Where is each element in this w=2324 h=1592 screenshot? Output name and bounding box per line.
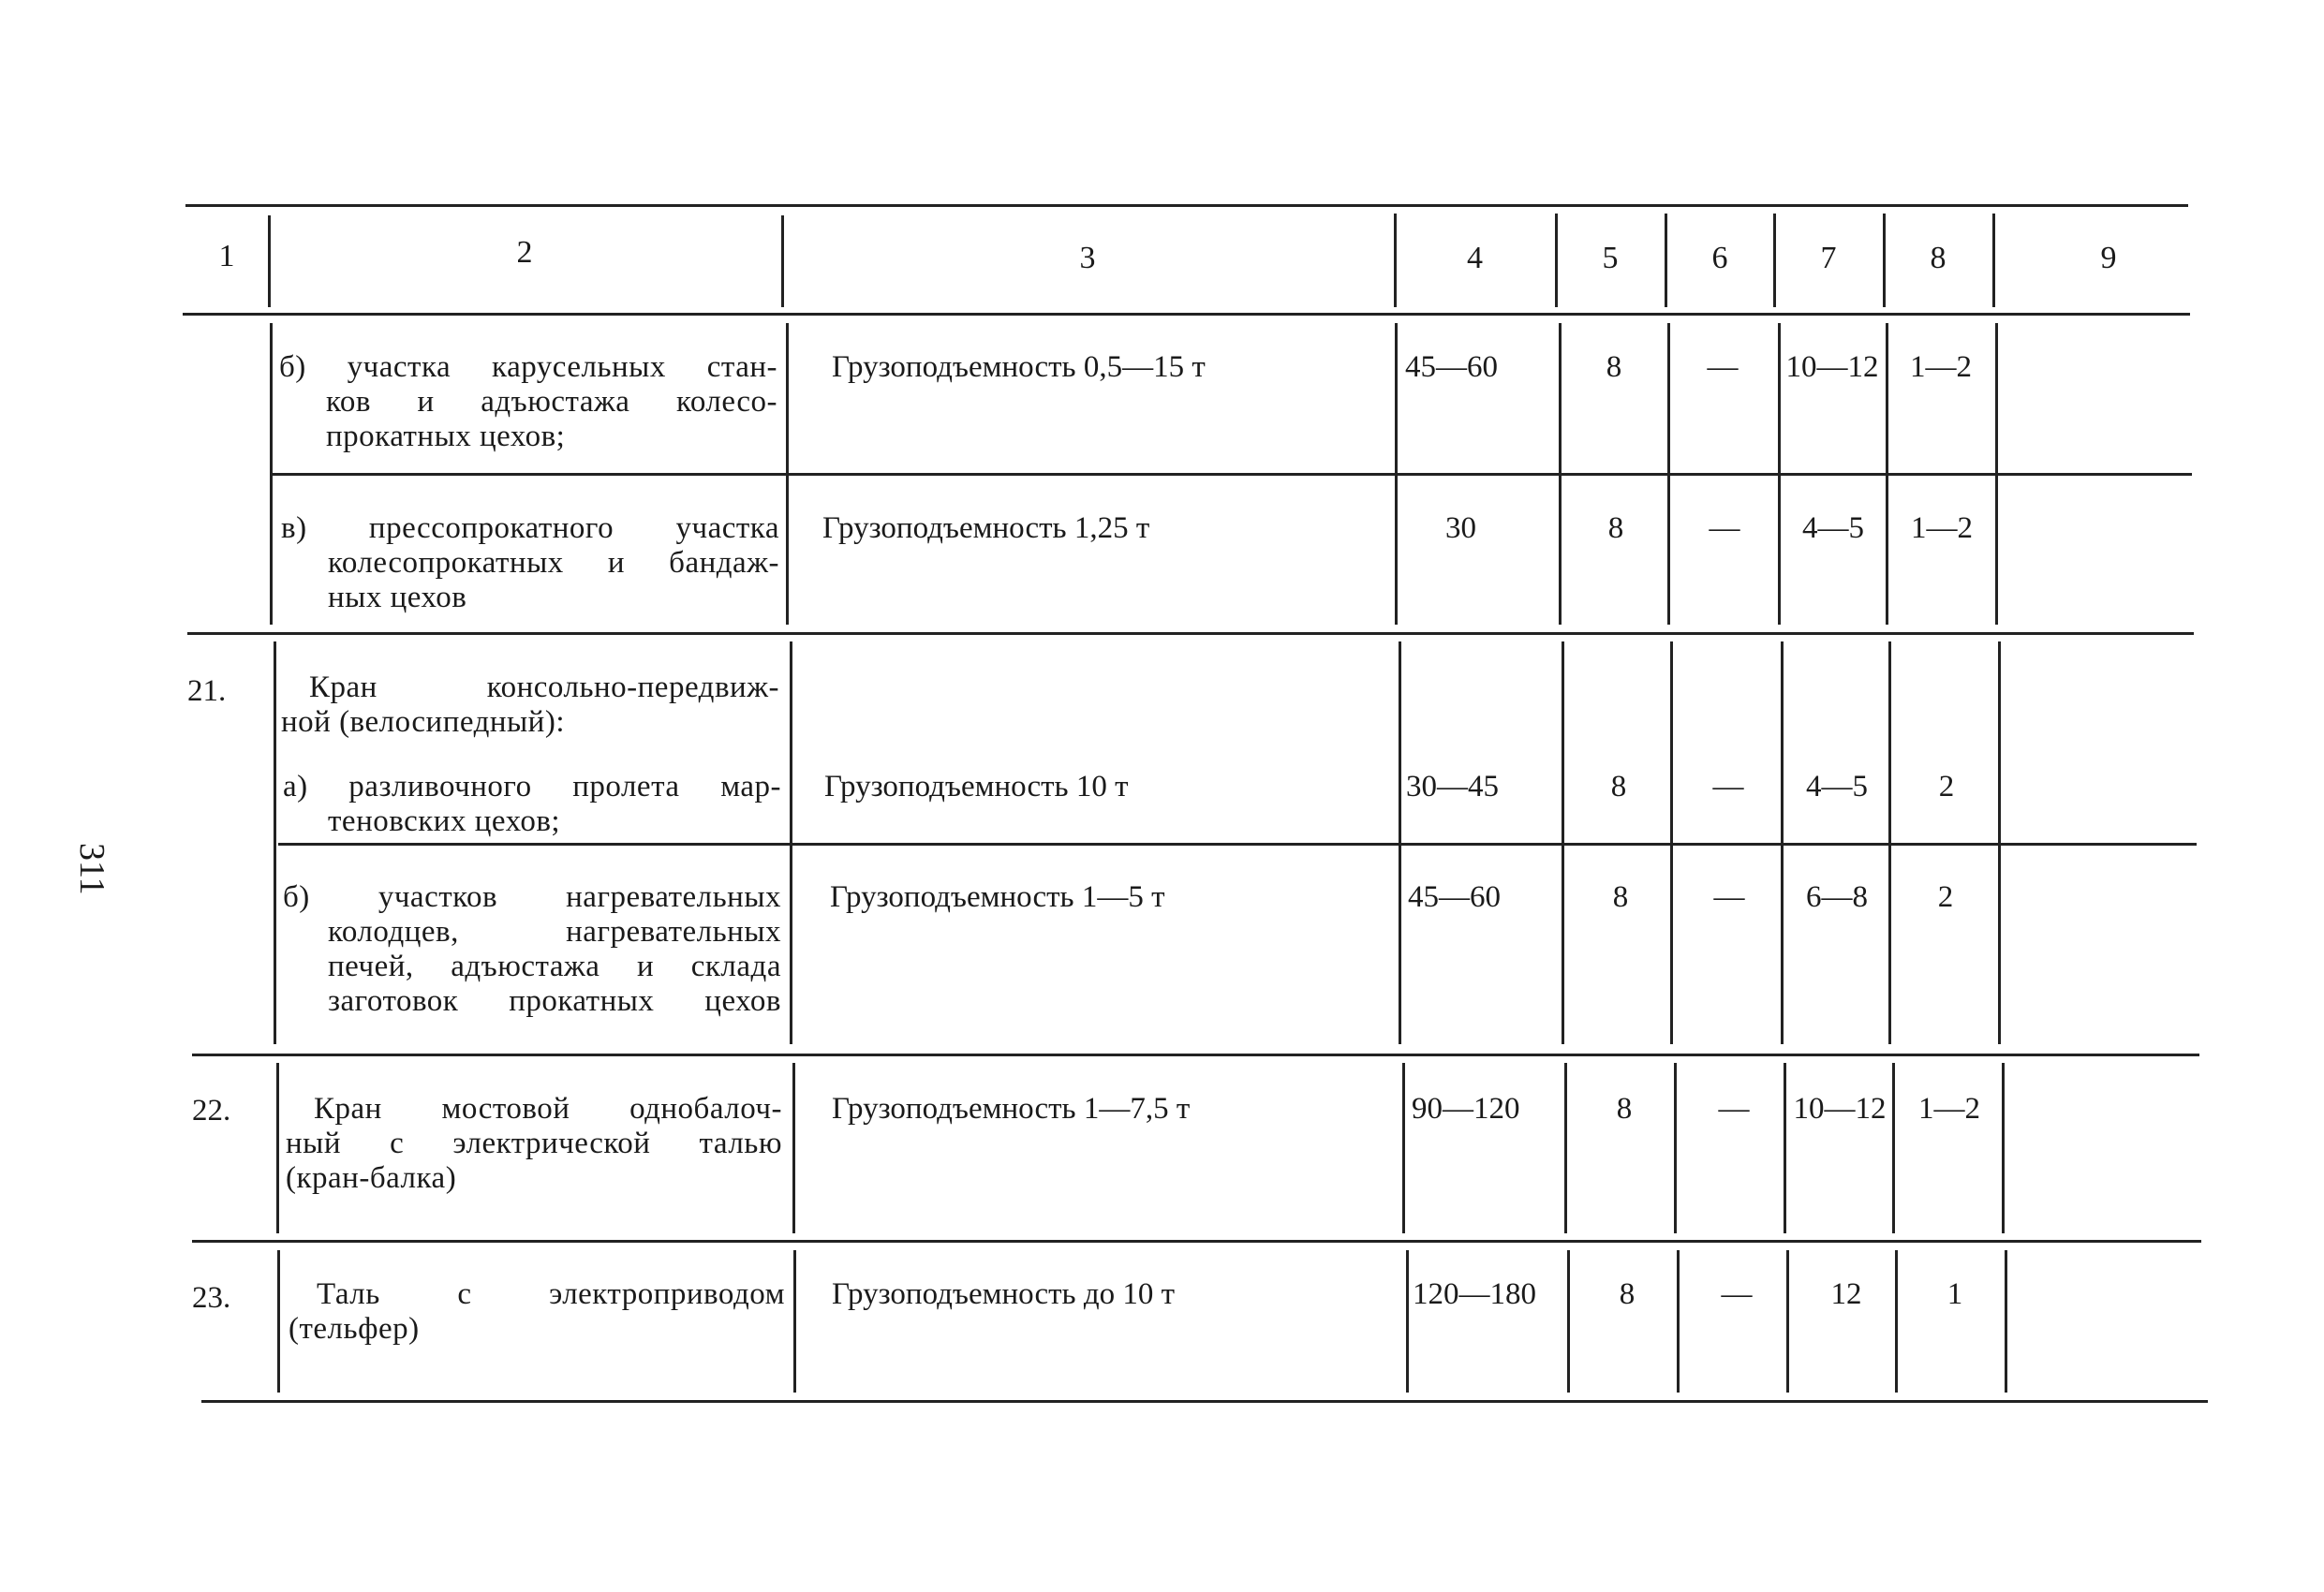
body-col-divider — [1399, 641, 1401, 1044]
row-name-line: заготовок прокатных цехов — [328, 984, 781, 1018]
row-name — [289, 1277, 785, 1347]
body-col-divider — [1670, 641, 1673, 1044]
capacity-cell: Грузоподъемность 10 т — [824, 770, 1129, 803]
row-name — [279, 350, 777, 454]
body-col-divider — [1786, 1250, 1789, 1393]
row-name-line: Таль с электроприводом — [317, 1277, 785, 1311]
cell-col5: 8 — [1606, 350, 1622, 384]
row-name-line: б) участков нагревательных — [283, 880, 781, 914]
header-col-divider — [1883, 214, 1886, 307]
cell-col6: — — [1707, 350, 1739, 384]
header-cell-1: 1 — [218, 239, 235, 273]
row-name-line: ных цехов — [328, 581, 467, 614]
row-number: 23. — [192, 1281, 231, 1315]
cell-col4: 30—45 — [1406, 770, 1499, 803]
body-col-divider — [1564, 1063, 1567, 1233]
row-name-line: теновских цехов; — [328, 804, 561, 838]
body-col-divider — [274, 641, 276, 1044]
capacity-cell: Грузоподъемность 0,5—15 т — [832, 350, 1206, 384]
cell-col8: 2 — [1937, 880, 1954, 914]
row-name — [283, 770, 781, 839]
body-col-divider — [1998, 641, 2001, 1044]
header-cell-5: 5 — [1602, 241, 1619, 275]
capacity-cell: Грузоподъемность 1—5 т — [830, 880, 1165, 914]
row-number: 21. — [187, 674, 227, 708]
row-name-line: колодцев, нагревательных — [328, 915, 781, 949]
cell-col4: 45—60 — [1405, 350, 1498, 384]
header-cell-6: 6 — [1711, 241, 1728, 275]
cell-col7: 4—5 — [1806, 770, 1868, 803]
body-col-divider — [1995, 323, 1998, 625]
cell-col8: 2 — [1938, 770, 1955, 803]
header-col-divider — [1665, 214, 1667, 307]
row-name-line: прокатных цехов; — [326, 420, 566, 453]
header-cell-2: 2 — [516, 235, 533, 270]
row-name-line: Кран мостовой однобалоч- — [314, 1092, 782, 1126]
cell-col5: 8 — [1616, 1092, 1633, 1126]
cell-col7: 4—5 — [1802, 511, 1864, 545]
body-col-divider — [1559, 323, 1562, 625]
cell-col4: 90—120 — [1412, 1092, 1520, 1126]
header-col-divider — [781, 215, 784, 307]
row-number: 22. — [192, 1094, 231, 1128]
row-rule — [192, 1054, 2199, 1056]
cell-col7: 10—12 — [1793, 1092, 1887, 1126]
cell-col5: 8 — [1607, 511, 1624, 545]
cell-col8: 1—2 — [1918, 1092, 1980, 1126]
body-col-divider — [276, 1063, 279, 1233]
table-bottom-rule — [201, 1400, 2208, 1403]
cell-col7: 10—12 — [1785, 350, 1879, 384]
body-col-divider — [1677, 1250, 1680, 1393]
row-name-line: колесопрокатных и бандаж- — [328, 546, 779, 580]
row-name-line: ков и адъюстажа колесо- — [326, 385, 777, 419]
row-title-line: Кран консольно-передвиж- — [309, 671, 779, 704]
page-number: 311 — [72, 843, 111, 895]
cell-col4: 120—180 — [1413, 1277, 1536, 1311]
body-col-divider — [793, 1250, 796, 1393]
table-top-rule — [185, 204, 2188, 207]
body-col-divider — [790, 641, 792, 1044]
cell-col6: — — [1712, 770, 1744, 803]
body-col-divider — [1674, 1063, 1677, 1233]
header-cell-9: 9 — [2100, 241, 2117, 275]
body-col-divider — [2005, 1250, 2007, 1393]
cell-col6: — — [1713, 880, 1745, 914]
row-name-line: а) разливочного пролета мар- — [283, 770, 781, 803]
row-name-line: (тельфер) — [289, 1312, 420, 1346]
capacity-cell: Грузоподъемность 1,25 т — [822, 511, 1150, 545]
cell-col4: 45—60 — [1408, 880, 1501, 914]
body-col-divider — [786, 323, 789, 625]
body-col-divider — [1667, 323, 1670, 625]
row-rule — [187, 632, 2194, 635]
row-name-line: печей, адъюстажа и склада — [328, 950, 781, 983]
cell-col8: 1—2 — [1910, 350, 1972, 384]
cell-col7: 6—8 — [1806, 880, 1868, 914]
cell-col5: 8 — [1610, 770, 1627, 803]
cell-col5: 8 — [1612, 880, 1629, 914]
row-rule — [272, 473, 2192, 476]
row-title — [281, 671, 779, 740]
body-col-divider — [1892, 1063, 1895, 1233]
row-name — [281, 511, 779, 615]
header-cell-4: 4 — [1467, 241, 1483, 275]
header-bottom-rule — [183, 313, 2190, 316]
row-rule — [192, 1240, 2201, 1243]
body-col-divider — [1888, 641, 1891, 1044]
header-col-divider — [1992, 214, 1995, 307]
cell-col6: — — [1718, 1092, 1750, 1126]
cell-col8: 1—2 — [1911, 511, 1973, 545]
header-col-divider — [1555, 214, 1558, 307]
header-cell-3: 3 — [1079, 241, 1096, 275]
body-col-divider — [1784, 1063, 1786, 1233]
body-col-divider — [1886, 323, 1888, 625]
body-col-divider — [1567, 1250, 1570, 1393]
row-name-line: ный с электрической талью — [286, 1127, 782, 1160]
cell-col6: — — [1709, 511, 1740, 545]
capacity-cell: Грузоподъемность до 10 т — [832, 1277, 1176, 1311]
body-col-divider — [792, 1063, 795, 1233]
body-col-divider — [2002, 1063, 2005, 1233]
body-col-divider — [1895, 1250, 1898, 1393]
cell-col8: 1 — [1947, 1277, 1963, 1311]
cell-col6: — — [1721, 1277, 1753, 1311]
header-col-divider — [268, 215, 271, 307]
header-cell-8: 8 — [1930, 241, 1947, 275]
header-col-divider — [1394, 214, 1397, 307]
body-col-divider — [1406, 1250, 1409, 1393]
cell-col7: 12 — [1830, 1277, 1862, 1311]
body-col-divider — [277, 1250, 280, 1393]
header-cell-7: 7 — [1820, 241, 1837, 275]
capacity-cell: Грузоподъемность 1—7,5 т — [832, 1092, 1191, 1126]
row-rule — [278, 843, 2197, 846]
row-name — [283, 880, 781, 1019]
cell-col4: 30 — [1445, 511, 1476, 545]
row-name — [286, 1092, 782, 1196]
row-name-line: в) прессопрокатного участка — [281, 511, 779, 545]
header-col-divider — [1773, 214, 1776, 307]
body-col-divider — [1395, 323, 1398, 625]
body-col-divider — [1781, 641, 1784, 1044]
row-name-line: (кран-балка) — [286, 1161, 457, 1195]
row-title-line: ной (велосипедный): — [281, 705, 566, 739]
cell-col5: 8 — [1619, 1277, 1636, 1311]
row-name-line: б) участка карусельных стан- — [279, 350, 777, 384]
body-col-divider — [270, 323, 273, 625]
body-col-divider — [1402, 1063, 1405, 1233]
body-col-divider — [1562, 641, 1564, 1044]
